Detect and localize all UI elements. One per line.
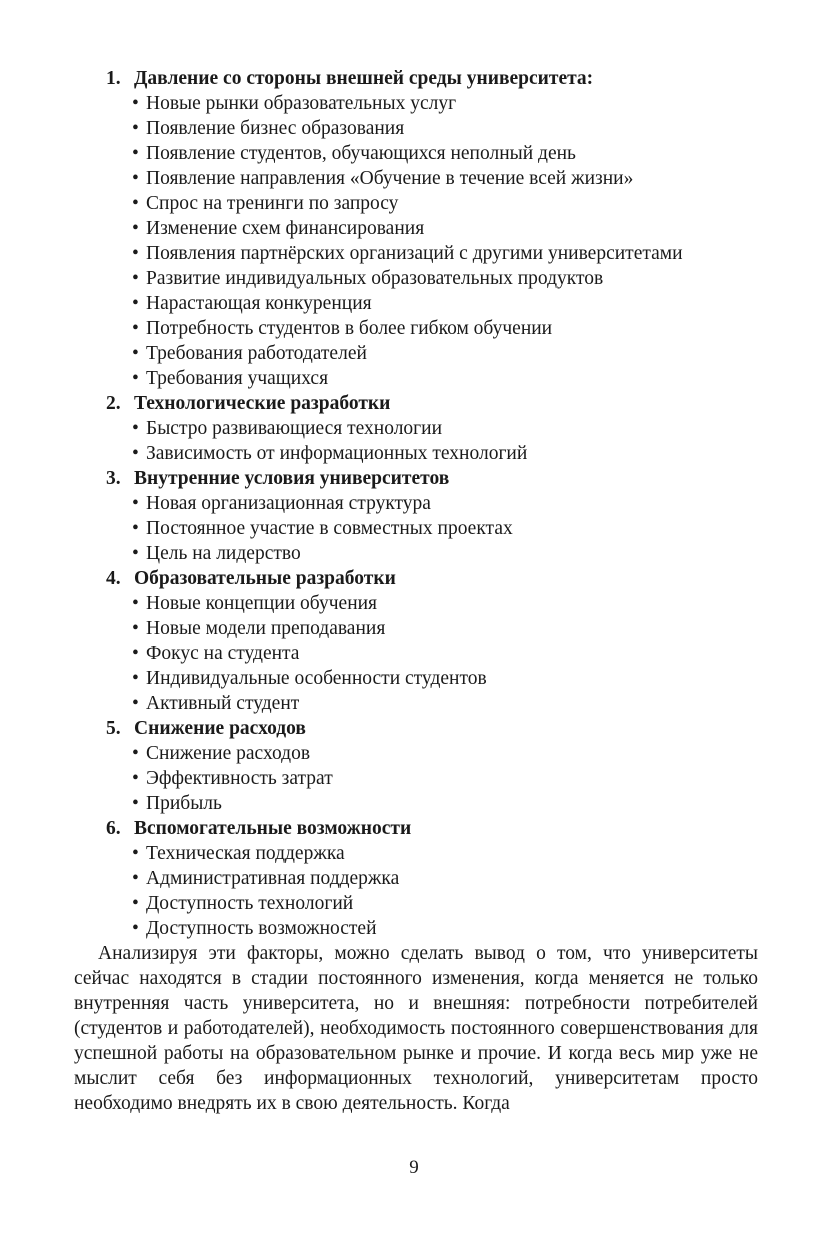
list-item-text: Новая организационная структура: [146, 493, 431, 514]
section-heading: [74, 816, 758, 841]
list-item-text: Новые концепции обучения: [146, 593, 378, 614]
bullet-icon: •: [132, 218, 139, 239]
section-number: 5.: [106, 718, 121, 739]
bullet-icon: •: [132, 368, 139, 389]
bullet-icon: •: [132, 318, 139, 339]
list-item: [132, 116, 758, 141]
bullet-icon: •: [132, 768, 139, 789]
section-title: Давление со стороны внешней среды университета:: [134, 68, 594, 89]
list-item-text: Прибыль: [146, 793, 222, 814]
list-item: [132, 191, 758, 216]
bullet-list: [74, 91, 758, 391]
list-item-text: Техническая поддержка: [146, 843, 345, 864]
list-item-text: Требования учащихся: [146, 368, 329, 389]
section-heading: [74, 466, 758, 491]
section: [74, 716, 758, 816]
list-item: [132, 516, 758, 541]
bullet-icon: •: [132, 543, 139, 564]
factor-list: [74, 66, 758, 941]
list-item: [132, 741, 758, 766]
bullet-icon: •: [132, 418, 139, 439]
list-item-text: Появление направления «Обучение в течение всей жизни»: [146, 168, 634, 189]
list-item: [132, 416, 758, 441]
list-item-text: Доступность технологий: [146, 893, 354, 914]
bullet-icon: •: [132, 793, 139, 814]
section-number: 2.: [106, 393, 121, 414]
bullet-icon: •: [132, 693, 139, 714]
bullet-icon: •: [132, 118, 139, 139]
list-item: [132, 341, 758, 366]
bullet-list: [74, 591, 758, 716]
bullet-icon: •: [132, 593, 139, 614]
list-item-text: Снижение расходов: [146, 743, 311, 764]
list-item: [132, 616, 758, 641]
list-item: [132, 891, 758, 916]
list-item-text: Зависимость от информационных технологий: [146, 443, 528, 464]
list-item-text: Доступность возможностей: [146, 918, 377, 939]
list-item: [132, 666, 758, 691]
list-item-text: Фокус на студента: [146, 643, 300, 664]
list-item: [132, 91, 758, 116]
list-item: [132, 316, 758, 341]
bullet-icon: •: [132, 343, 139, 364]
bullet-icon: •: [132, 443, 139, 464]
list-item: [132, 541, 758, 566]
list-item-text: Спрос на тренинги по запросу: [146, 193, 399, 214]
list-item: [132, 441, 758, 466]
bullet-icon: •: [132, 618, 139, 639]
bullet-list: [74, 416, 758, 466]
list-item: [132, 766, 758, 791]
list-item-text: Индивидуальные особенности студентов: [146, 668, 487, 689]
section: [74, 466, 758, 566]
list-item-text: Новые модели преподавания: [146, 618, 386, 639]
bullet-icon: •: [132, 643, 139, 664]
section-title: Образовательные разработки: [134, 568, 396, 589]
list-item-text: Потребность студентов в более гибком обучении: [146, 318, 553, 339]
list-item-text: Развитие индивидуальных образовательных продуктов: [146, 268, 604, 289]
list-item: [132, 916, 758, 941]
body-paragraph: Анализируя эти факторы, можно сделать вывод о том, что университеты сейчас находятся в стадии постоянного изменения, когда меняется не только внутренняя часть университета, но и внешняя: потребности потребителей (студентов и работодателей), необходимость постоянного совершенствования для успешной работы на образовательном рынке и прочие. И когда весь мир уже не мыслит себя без информационных технологий, университетам просто необходимо внедрять их в свою деятельность. Когда: [74, 943, 758, 1114]
list-item: [132, 241, 758, 266]
list-item: [132, 216, 758, 241]
list-item: [132, 841, 758, 866]
bullet-icon: •: [132, 293, 139, 314]
list-item-text: Изменение схем финансирования: [146, 218, 425, 239]
section-title: Вспомогательные возможности: [134, 818, 412, 839]
bullet-icon: •: [132, 843, 139, 864]
list-item-text: Нарастающая конкуренция: [146, 293, 372, 314]
list-item-text: Эффективность затрат: [146, 768, 333, 789]
list-item: [132, 791, 758, 816]
list-item-text: Быстро развивающиеся технологии: [146, 418, 443, 439]
list-item: [132, 491, 758, 516]
list-item-text: Активный студент: [146, 693, 300, 714]
list-item-text: Появления партнёрских организаций с другими университетами: [146, 243, 683, 264]
bullet-icon: •: [132, 93, 139, 114]
list-item: [132, 591, 758, 616]
section-heading: [74, 566, 758, 591]
list-item: [132, 866, 758, 891]
bullet-icon: •: [132, 243, 139, 264]
bullet-icon: •: [132, 893, 139, 914]
list-item: [132, 266, 758, 291]
list-item-text: Появление студентов, обучающихся неполный день: [146, 143, 576, 164]
list-item-text: Административная поддержка: [146, 868, 400, 889]
page-number: 9: [409, 1157, 419, 1178]
list-item: [132, 291, 758, 316]
section-number: 4.: [106, 568, 121, 589]
bullet-list: [74, 841, 758, 941]
bullet-icon: •: [132, 918, 139, 939]
section-heading: [74, 716, 758, 741]
bullet-list: [74, 491, 758, 566]
section-heading: [74, 66, 758, 91]
list-item: [132, 641, 758, 666]
list-item: [132, 141, 758, 166]
section: [74, 391, 758, 466]
bullet-icon: •: [132, 168, 139, 189]
section-number: 1.: [106, 68, 121, 89]
page-body: [74, 66, 758, 1116]
section-number: 3.: [106, 468, 121, 489]
list-item: [132, 366, 758, 391]
list-item-text: Появление бизнес образования: [146, 118, 405, 139]
section: [74, 816, 758, 941]
list-item: [132, 166, 758, 191]
section: [74, 566, 758, 716]
bullet-icon: •: [132, 668, 139, 689]
list-item-text: Постоянное участие в совместных проектах: [146, 518, 513, 539]
list-item-text: Требования работодателей: [146, 343, 367, 364]
section-title: Внутренние условия университетов: [134, 468, 450, 489]
bullet-icon: •: [132, 268, 139, 289]
section-heading: [74, 391, 758, 416]
bullet-icon: •: [132, 518, 139, 539]
list-item: [132, 691, 758, 716]
section-number: 6.: [106, 818, 121, 839]
bullet-list: [74, 741, 758, 816]
bullet-icon: •: [132, 143, 139, 164]
section-title: Технологические разработки: [134, 393, 391, 414]
bullet-icon: •: [132, 868, 139, 889]
section: [74, 66, 758, 391]
list-item-text: Новые рынки образовательных услуг: [146, 93, 457, 114]
section-title: Снижение расходов: [134, 718, 306, 739]
bullet-icon: •: [132, 743, 139, 764]
bullet-icon: •: [132, 193, 139, 214]
bullet-icon: •: [132, 493, 139, 514]
list-item-text: Цель на лидерство: [146, 543, 301, 564]
